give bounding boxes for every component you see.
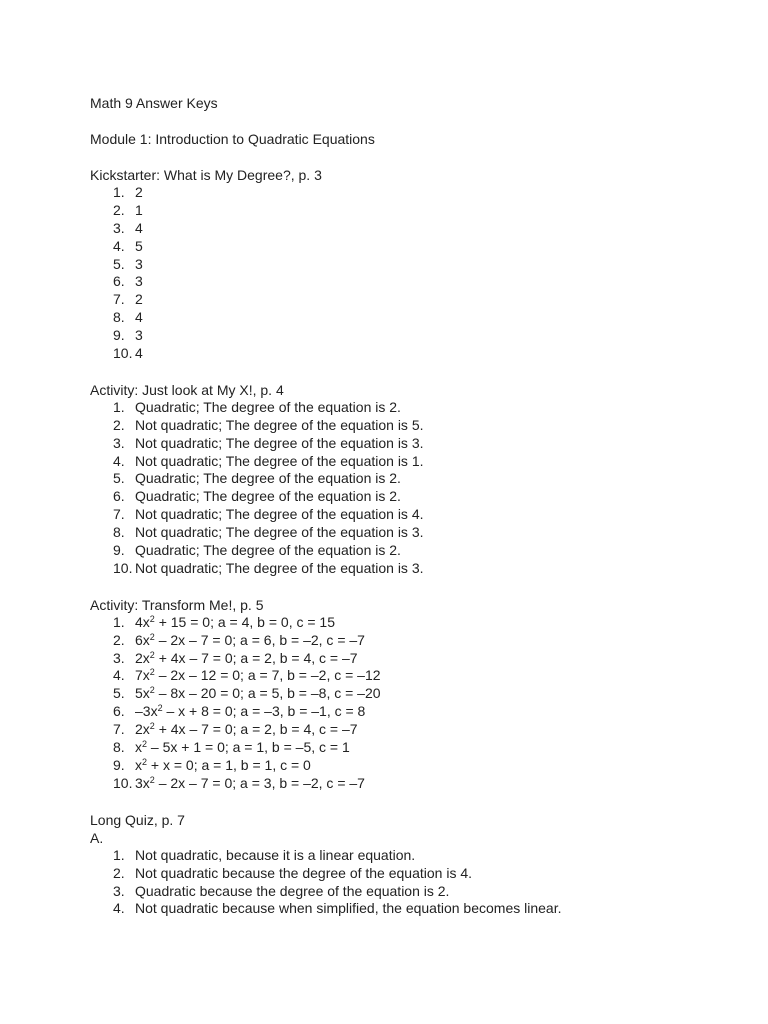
- exponent: 2: [149, 667, 155, 678]
- answer-text: $7x^2 - 2x - 12 = 0$; a = 7, b = –2, c = –12: [135, 667, 381, 684]
- answer-item: [90, 703, 730, 721]
- answer-item: [90, 865, 730, 883]
- spacer: [90, 363, 730, 381]
- spacer: [90, 578, 730, 596]
- document-title: Math 9 Answer Keys: [90, 95, 218, 111]
- answer-text: Quadratic; The degree of the equation is 2.: [135, 398, 401, 415]
- answer-item: [90, 506, 730, 524]
- long-quiz-heading: Long Quiz, p. 7: [90, 811, 185, 828]
- answer-text: Not quadratic because the degree of the equation is 4.: [135, 864, 473, 881]
- item-number: 2.: [113, 631, 125, 648]
- answer-text: $4x^2 + 15 = 0$; a = 4, b = 0, c = 15: [135, 613, 336, 630]
- answer-text: Not quadratic; The degree of the equation is 3.: [135, 434, 424, 451]
- answer-item: [90, 327, 730, 345]
- item-number: 1.: [113, 398, 125, 415]
- answer-item: [90, 900, 730, 918]
- item-number: 3.: [113, 434, 125, 451]
- kickstarter-answer-list: [90, 184, 730, 363]
- answer-item: [90, 238, 730, 256]
- answer-text: Not quadratic; The degree of the equation is 1.: [135, 452, 424, 469]
- answer-text: $x^2 - 5x + 1 = 0$; a = 1, b = –5, c = 1: [135, 739, 350, 756]
- item-number: 7.: [113, 291, 125, 308]
- answer-text: Quadratic; The degree of the equation is 2.: [135, 488, 401, 505]
- item-number: 2.: [113, 416, 125, 433]
- item-number: 3.: [113, 882, 125, 899]
- exponent: 2: [149, 613, 155, 624]
- answer-text: Not quadratic; The degree of the equation is 4.: [135, 506, 424, 523]
- item-number: 2.: [113, 864, 125, 881]
- spacer: [90, 148, 730, 166]
- answer-item: [90, 632, 730, 650]
- item-number: 4.: [113, 237, 125, 254]
- item-number: 8.: [113, 739, 125, 756]
- item-number: 10.: [113, 559, 133, 576]
- item-number: 7.: [113, 721, 125, 738]
- answer-key-document: [90, 94, 730, 918]
- exponent: 2: [149, 631, 155, 642]
- answer-text: $2x^2 + 4x - 7 = 0$; a = 2, b = 4, c = –7: [135, 721, 358, 738]
- item-number: 6.: [113, 273, 125, 290]
- activity-transform-answer-list: [90, 614, 730, 793]
- exponent: 2: [142, 739, 148, 750]
- item-number: 4.: [113, 452, 125, 469]
- answer-item: [90, 524, 730, 542]
- answer-text: $3x^2 - 2x - 7 = 0$; a = 3, b = –2, c = –7: [135, 774, 365, 791]
- answer-text: Not quadratic; The degree of the equation is 3.: [135, 559, 424, 576]
- answer-item: [90, 220, 730, 238]
- answer-item: [90, 667, 730, 685]
- answer-item: [90, 291, 730, 309]
- item-number: 2.: [113, 201, 125, 218]
- item-number: 8.: [113, 524, 125, 541]
- answer-text: Quadratic because the degree of the equation is 2.: [135, 882, 450, 899]
- answer-text: $6x^2 - 2x - 7 = 0$; a = 6, b = –2, c = –7: [135, 631, 365, 648]
- answer-item: [90, 685, 730, 703]
- item-number: 9.: [113, 542, 125, 559]
- answer-text: 3: [135, 327, 143, 344]
- answer-item: [90, 775, 730, 793]
- answer-item: [90, 184, 730, 202]
- answer-text: Quadratic; The degree of the equation is 2.: [135, 542, 401, 559]
- item-number: 9.: [113, 756, 125, 773]
- answer-text: $5x^2 - 8x - 20 = 0$; a = 5, b = –8, c = –20: [135, 685, 381, 702]
- answer-item: [90, 614, 730, 632]
- answer-text: 4: [135, 309, 143, 326]
- answer-item: [90, 542, 730, 560]
- answer-item: [90, 739, 730, 757]
- kickstarter-heading: Kickstarter: What is My Degree?, p. 3: [90, 167, 322, 183]
- item-number: 9.: [113, 327, 125, 344]
- answer-item: [90, 202, 730, 220]
- item-number: 10.: [113, 774, 133, 791]
- answer-item: [90, 435, 730, 453]
- activity-just-look-answer-list: [90, 399, 730, 578]
- answer-item: [90, 345, 730, 363]
- activity-transform-heading: Activity: Transform Me!, p. 5: [90, 596, 264, 613]
- answer-text: 5: [135, 237, 143, 254]
- item-number: 1.: [113, 846, 125, 863]
- answer-text: 1: [135, 201, 143, 218]
- exponent: 2: [142, 756, 148, 767]
- item-number: 3.: [113, 649, 125, 666]
- item-number: 4.: [113, 667, 125, 684]
- answer-item: [90, 256, 730, 274]
- answer-item: [90, 470, 730, 488]
- answer-item: [90, 883, 730, 901]
- answer-item: [90, 488, 730, 506]
- answer-item: [90, 417, 730, 435]
- answer-text: $x^2 + x = 0$; a = 1, b = 1, c = 0: [135, 756, 311, 773]
- answer-text: 4: [135, 345, 143, 362]
- answer-text: 2: [135, 291, 143, 308]
- item-number: 5.: [113, 255, 125, 272]
- spacer: [90, 112, 730, 130]
- answer-text: Not quadratic, because it is a linear equation.: [135, 846, 416, 863]
- exponent: 2: [157, 703, 163, 714]
- answer-item: [90, 650, 730, 668]
- exponent: 2: [149, 721, 155, 732]
- item-number: 10.: [113, 345, 133, 362]
- answer-item: [90, 721, 730, 739]
- answer-text: Not quadratic; The degree of the equation is 3.: [135, 524, 424, 541]
- item-number: 3.: [113, 219, 125, 236]
- activity-just-look-heading: Activity: Just look at My X!, p. 4: [90, 381, 284, 398]
- answer-text: $-3x^2 - x + 8 = 0$; a = –3, b = –1, c = 8: [135, 703, 366, 720]
- item-number: 1.: [113, 184, 125, 200]
- exponent: 2: [149, 774, 155, 785]
- item-number: 4.: [113, 900, 125, 917]
- long-quiz-part-label: A.: [90, 829, 104, 846]
- item-number: 6.: [113, 703, 125, 720]
- answer-item: [90, 453, 730, 471]
- answer-text: 3: [135, 273, 143, 290]
- answer-item: [90, 309, 730, 327]
- item-number: 8.: [113, 309, 125, 326]
- answer-text: Not quadratic; The degree of the equation is 5.: [135, 416, 424, 433]
- item-number: 1.: [113, 613, 125, 630]
- long-quiz-answer-list: [90, 847, 730, 919]
- exponent: 2: [149, 685, 155, 696]
- answer-text: Not quadratic because when simplified, the equation becomes linear.: [135, 900, 562, 917]
- module-heading: Module 1: Introduction to Quadratic Equations: [90, 131, 375, 147]
- answer-text: 3: [135, 255, 143, 272]
- item-number: 6.: [113, 488, 125, 505]
- answer-text: 2: [135, 184, 143, 200]
- answer-text: Quadratic; The degree of the equation is 2.: [135, 470, 401, 487]
- item-number: 7.: [113, 506, 125, 523]
- answer-item: [90, 399, 730, 417]
- answer-item: [90, 757, 730, 775]
- answer-text: $2x^2 + 4x - 7 = 0$; a = 2, b = 4, c = –7: [135, 649, 358, 666]
- answer-text: 4: [135, 219, 143, 236]
- spacer: [90, 793, 730, 811]
- answer-item: [90, 273, 730, 291]
- item-number: 5.: [113, 470, 125, 487]
- answer-item: [90, 847, 730, 865]
- item-number: 5.: [113, 685, 125, 702]
- answer-item: [90, 560, 730, 578]
- exponent: 2: [149, 649, 155, 660]
